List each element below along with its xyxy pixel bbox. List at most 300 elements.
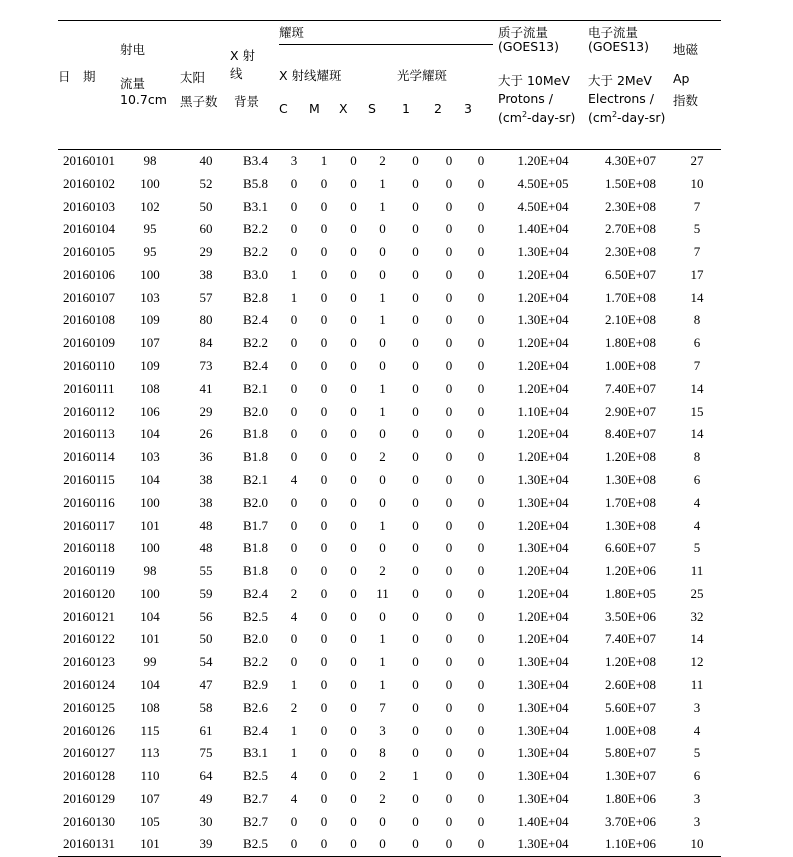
cell-optical-1: 0 (412, 426, 419, 442)
cell-flare-x: 0 (350, 403, 357, 419)
cell-ap-index: 3 (693, 699, 701, 715)
cell-optical-3: 0 (477, 153, 485, 168)
cell-flare-c: 4 (290, 471, 298, 487)
cell-electron-flux: 1.70E+08 (604, 289, 657, 305)
cell-flare-m: 0 (320, 449, 328, 465)
cell-xray-background: B2.5 (243, 768, 268, 784)
cell-xray-background: B2.0 (243, 403, 268, 419)
cell-proton-flux: 1.20E+04 (517, 426, 569, 442)
cell-xray-background: B2.8 (243, 289, 268, 305)
cell-ap-index: 14 (690, 426, 704, 442)
cell-flare-c: 4 (290, 768, 298, 784)
cell-optical-1: 0 (412, 540, 419, 556)
cell-electron-flux: 1.30E+08 (604, 517, 657, 533)
cell-optical-2: 0 (445, 654, 453, 670)
cell-flare-x: 0 (350, 790, 357, 806)
cell-optical-3: 0 (477, 335, 485, 351)
cell-proton-flux: 1.20E+04 (517, 563, 569, 579)
cell-optical-2: 0 (445, 335, 453, 351)
cell-flare-c: 4 (290, 790, 298, 806)
cell-radio-flux: 105 (140, 813, 160, 829)
table-row (58, 287, 721, 310)
cell-proton-flux: 1.20E+04 (517, 335, 569, 351)
cell-flare-s: 3 (379, 722, 386, 738)
solar-activity-table (58, 0, 721, 857)
cell-xray-background: B2.9 (243, 676, 268, 692)
cell-optical-2: 0 (445, 358, 453, 374)
cell-optical-1: 0 (412, 654, 419, 670)
cell-radio-flux: 103 (140, 449, 160, 465)
table-row (58, 651, 721, 674)
cell-proton-flux: 1.30E+04 (517, 790, 569, 806)
cell-xray-background: B2.6 (243, 699, 268, 715)
cell-electron-flux: 1.30E+08 (604, 471, 657, 487)
cell-optical-3: 0 (477, 266, 485, 282)
cell-optical-3: 0 (477, 449, 485, 465)
cell-sunspot-number: 50 (199, 198, 213, 214)
cell-optical-2: 0 (434, 833, 464, 856)
cell-electron-flux: 7.40E+07 (604, 380, 657, 396)
cell-electron-flux: 2.10E+08 (604, 312, 657, 328)
cell-ap-index: 14 (690, 289, 704, 305)
cell-sunspot-number: 58 (199, 699, 213, 715)
cell-optical-1: 0 (412, 813, 419, 829)
table-row (58, 833, 721, 856)
cell-flare-m: 0 (320, 517, 328, 533)
cell-radio-flux: 104 (140, 676, 160, 692)
cell-optical-3: 0 (477, 380, 485, 396)
cell-optical-2: 0 (445, 403, 453, 419)
cell-flare-s: 1 (379, 517, 386, 533)
cell-flare-x: 0 (350, 494, 357, 510)
cell-flare-m: 0 (320, 335, 328, 351)
cell-flare-m: 0 (320, 289, 328, 305)
cell-flare-x: 0 (350, 335, 357, 351)
cell-flare-m: 0 (320, 699, 328, 715)
cell-sunspot-number: 61 (199, 722, 213, 738)
header-flare-group: 耀斑 (279, 25, 305, 40)
cell-electron-flux: 1.80E+06 (604, 790, 657, 806)
cell-optical-3: 0 (477, 745, 485, 761)
cell-date: 20160111 (63, 380, 115, 396)
cell-flare-x: 0 (350, 175, 357, 191)
cell-flare-x: 0 (350, 358, 357, 374)
cell-optical-1: 0 (412, 244, 419, 260)
cell-flare-x: 0 (350, 722, 357, 738)
table-row (58, 583, 721, 606)
cell-optical-3: 0 (477, 722, 485, 738)
cell-optical-2: 0 (445, 722, 453, 738)
cell-ap-index: 5 (693, 221, 701, 237)
cell-flare-m: 0 (320, 563, 328, 579)
cell-flare-c: 0 (290, 175, 298, 191)
cell-ap-index: 15 (690, 403, 704, 419)
cell-sunspot-number: 38 (199, 266, 213, 282)
cell-optical-1: 0 (412, 266, 419, 282)
cell-proton-flux: 1.30E+04 (517, 244, 569, 260)
cell-sunspot-number: 40 (199, 153, 213, 168)
cell-xray-background: B1.8 (243, 540, 268, 556)
cell-flare-c: 0 (290, 449, 298, 465)
cell-flare-m: 0 (320, 266, 328, 282)
cell-radio-flux: 100 (140, 266, 160, 282)
cell-flare-c: 4 (290, 608, 298, 624)
cell-flare-s: 0 (379, 358, 386, 374)
cell-optical-1: 1 (412, 768, 419, 784)
cell-flare-m: 0 (320, 676, 328, 692)
cell-optical-2: 0 (445, 198, 453, 214)
table-row (58, 765, 721, 788)
cell-xray-background: B3.0 (243, 266, 268, 282)
cell-optical-2: 0 (445, 768, 453, 784)
cell-ap-index: 11 (690, 676, 704, 692)
cell-proton-flux: 1.10E+04 (517, 403, 569, 419)
cell-radio-flux: 110 (140, 768, 160, 784)
cell-flare-x: 0 (350, 813, 357, 829)
cell-proton-flux: 1.20E+04 (517, 380, 569, 396)
cell-proton-flux: 1.20E+04 (517, 289, 569, 305)
cell-optical-1: 0 (412, 358, 419, 374)
header-flare-2: 2 (434, 101, 442, 116)
cell-ap-index: 7 (693, 198, 701, 214)
cell-flare-c: 2 (290, 699, 298, 715)
cell-flare-x: 0 (350, 676, 357, 692)
cell-optical-2: 0 (445, 266, 453, 282)
cell-radio-flux: 100 (140, 585, 160, 601)
cell-sunspot-number: 36 (199, 449, 213, 465)
cell-flare-s: 1 (379, 289, 386, 305)
cell-flare-x: 0 (350, 540, 357, 556)
cell-ap-index: 14 (690, 631, 704, 647)
cell-sunspot-number: 41 (199, 380, 213, 396)
cell-optical-3: 0 (477, 676, 485, 692)
cell-optical-1: 0 (412, 608, 419, 624)
cell-flare-c: 1 (290, 676, 298, 692)
cell-flare-s: 2 (379, 563, 386, 579)
cell-flare-s: 8 (379, 745, 386, 761)
cell-flare-c: 0 (290, 312, 298, 328)
cell-radio-flux: 99 (143, 654, 157, 670)
cell-proton-flux: 1.20E+04 (517, 631, 569, 647)
cell-proton-flux: 1.30E+04 (517, 745, 569, 761)
cell-optical-1: 0 (412, 631, 419, 647)
cell-ap-index: 32 (690, 608, 704, 624)
cell-flare-c: 0 (290, 380, 298, 396)
cell-proton-flux: 1.40E+04 (517, 813, 569, 829)
cell-flare-c: 0 (290, 198, 298, 214)
cell-radio-flux: 100 (140, 175, 160, 191)
cell-flare-s: 0 (379, 494, 386, 510)
cell-flare-x: 0 (350, 426, 357, 442)
cell-ap-index: 4 (693, 494, 701, 510)
table-row (58, 811, 721, 834)
cell-flare-s: 0 (379, 540, 386, 556)
cell-proton-flux: 1.30E+04 (517, 494, 569, 510)
header-proton-line5: $(cm^2-day-sr)$ (498, 110, 576, 126)
cell-proton-flux: 1.30E+04 (517, 312, 569, 328)
cell-optical-1: 0 (412, 563, 419, 579)
cell-date: 20160115 (63, 471, 115, 487)
table-row (58, 537, 721, 560)
cell-proton-flux: 4.50E+05 (517, 175, 569, 191)
cell-date: 20160124 (63, 676, 115, 692)
header-flux-line1: 射电 (120, 42, 146, 57)
cell-optical-1: 0 (412, 153, 419, 168)
cell-optical-1: 0 (412, 494, 419, 510)
cell-sunspot-number: 29 (199, 244, 213, 260)
cell-ap-index: 7 (693, 358, 701, 374)
cell-ap-index: 6 (693, 471, 701, 487)
cell-xray-background: B2.2 (243, 244, 268, 260)
cell-radio-flux: 107 (140, 790, 160, 806)
cell-date: 20160116 (63, 494, 115, 510)
cell-xray-background: B1.8 (243, 426, 268, 442)
cell-flare-m: 0 (320, 380, 328, 396)
cell-date: 20160127 (63, 745, 115, 761)
cell-date: 20160121 (63, 608, 115, 624)
header-xray-line1: X 射 (230, 48, 256, 63)
cell-ap-index: 6 (693, 335, 701, 351)
header-xray-line2: 线 (230, 66, 243, 81)
cell-sunspot-number: 75 (199, 745, 213, 761)
header-flare-m: M (309, 101, 320, 116)
table-row (58, 309, 721, 332)
flare-group-rule (279, 44, 493, 45)
cell-proton-flux: 1.30E+04 (517, 654, 569, 670)
cell-optical-3: 0 (477, 585, 485, 601)
cell-flare-x: 0 (350, 312, 357, 328)
cell-proton-flux: 4.50E+04 (517, 198, 569, 214)
cell-optical-1: 0 (412, 289, 419, 305)
cell-optical-3: 0 (477, 608, 485, 624)
cell-optical-3: 0 (477, 768, 485, 784)
cell-date: 20160108 (63, 312, 115, 328)
cell-flare-x: 0 (350, 654, 357, 670)
cell-electron-flux: 1.00E+08 (604, 722, 657, 738)
cell-flare-s: 1 (379, 403, 386, 419)
cell-flare-x: 0 (350, 517, 357, 533)
table-row (58, 401, 721, 424)
header-proton-line3: 大于 10MeV (498, 73, 570, 88)
cell-flare-c: 1 (290, 266, 298, 282)
cell-ap-index: 5 (693, 540, 701, 556)
cell-flare-m: 0 (320, 312, 328, 328)
cell-proton-flux: 1.30E+04 (517, 471, 569, 487)
cell-flare-c: 0 (290, 540, 298, 556)
cell-flare-c: 0 (290, 813, 298, 829)
cell-radio-flux: 98 (143, 563, 157, 579)
cell-flare-x: 0 (350, 449, 357, 465)
cell-optical-2: 0 (445, 699, 453, 715)
cell-proton-flux: 1.20E+04 (517, 266, 569, 282)
cell-sunspot-number: 59 (199, 585, 213, 601)
header-electron-line2: (GOES13) (588, 39, 650, 54)
cell-optical-3: 0 (477, 790, 485, 806)
cell-optical-3: 0 (477, 198, 485, 214)
cell-date: 20160112 (63, 403, 115, 419)
cell-xray-background: B1.7 (243, 517, 268, 533)
table-row (58, 606, 721, 629)
cell-flare-x: 0 (350, 471, 357, 487)
cell-electron-flux: 2.70E+08 (604, 221, 657, 237)
cell-optical-2: 0 (445, 540, 453, 556)
cell-electron-flux: 7.40E+07 (604, 631, 657, 647)
cell-proton-flux: 1.40E+04 (517, 221, 569, 237)
cell-electron-flux: 1.50E+08 (604, 175, 657, 191)
cell-flare-m: 0 (320, 654, 328, 670)
cell-electron-flux: 2.90E+07 (604, 403, 657, 419)
cell-xray-background: B2.4 (243, 585, 268, 601)
header-electron-line3: 大于 2MeV (588, 73, 652, 88)
cell-flare-m: 0 (320, 722, 328, 738)
header-optical-flare: 光学耀斑 (397, 68, 448, 83)
cell-optical-3: 0 (477, 517, 485, 533)
cell-flare-c: 0 (290, 221, 298, 237)
cell-date: 20160126 (63, 722, 115, 738)
cell-xray-background: B3.1 (243, 198, 268, 214)
cell-sunspot-number: 84 (199, 335, 213, 351)
cell-optical-2: 0 (445, 175, 453, 191)
header-electron-line1: 电子流量 (588, 25, 639, 40)
cell-ap-index: 6 (693, 768, 701, 784)
table-row (58, 355, 721, 378)
cell-sunspot-number: 38 (199, 471, 213, 487)
cell-xray-background: B2.4 (243, 312, 268, 328)
cell-flare-c: 0 (290, 517, 298, 533)
cell-electron-flux: 5.80E+07 (604, 745, 657, 761)
cell-electron-flux: 4.30E+07 (604, 153, 657, 168)
cell-flare-x: 0 (350, 745, 357, 761)
cell-electron-flux: 8.40E+07 (604, 426, 657, 442)
cell-radio-flux: 95 (143, 244, 157, 260)
cell-date: 20160131 (58, 833, 120, 856)
cell-flare-s: 0 (379, 221, 386, 237)
cell-flare-s: 1 (379, 175, 386, 191)
cell-xray-background: B2.7 (243, 790, 268, 806)
cell-electron-flux: 1.10E+06 (588, 833, 673, 856)
cell-xray-background: B2.4 (243, 722, 268, 738)
cell-optical-1: 0 (412, 312, 419, 328)
cell-date: 20160125 (63, 699, 115, 715)
cell-sunspot-number: 54 (199, 654, 213, 670)
cell-flare-s: 7 (379, 699, 386, 715)
cell-optical-1: 0 (412, 449, 419, 465)
cell-optical-2: 0 (445, 380, 453, 396)
table-row (58, 674, 721, 697)
cell-sunspot-number: 30 (199, 813, 213, 829)
cell-sunspot-number: 47 (199, 676, 213, 692)
cell-flare-s: 0 (379, 608, 386, 624)
cell-xray-background: B5.8 (243, 175, 268, 191)
cell-date: 20160107 (63, 289, 115, 305)
cell-radio-flux: 115 (140, 722, 160, 738)
cell-flare-m: 0 (309, 833, 339, 856)
cell-flare-c: 1 (290, 722, 298, 738)
cell-electron-flux: 6.60E+07 (604, 540, 657, 556)
cell-flare-m: 0 (320, 244, 328, 260)
header-electron-line5: $(cm^2-day-sr)$ (588, 110, 666, 126)
cell-flare-c: 0 (290, 631, 298, 647)
cell-radio-flux: 107 (140, 335, 160, 351)
cell-optical-1: 0 (412, 699, 419, 715)
cell-radio-flux: 113 (140, 745, 160, 761)
cell-xray-background: B2.7 (243, 813, 268, 829)
cell-sunspot-number: 48 (199, 517, 213, 533)
cell-sunspot-number: 55 (199, 563, 213, 579)
cell-optical-2: 0 (445, 745, 453, 761)
cell-radio-flux: 104 (140, 426, 160, 442)
cell-flare-m: 1 (320, 153, 328, 168)
cell-flare-m: 0 (320, 585, 328, 601)
cell-flare-x: 0 (350, 198, 357, 214)
cell-optical-3: 0 (477, 221, 485, 237)
cell-flare-c: 0 (290, 654, 298, 670)
cell-ap-index: 11 (690, 563, 704, 579)
cell-optical-2: 0 (445, 585, 453, 601)
cell-optical-1: 0 (412, 585, 419, 601)
cell-optical-1: 0 (412, 198, 419, 214)
cell-ap-index: 3 (693, 790, 701, 806)
cell-optical-2: 0 (445, 631, 453, 647)
cell-radio-flux: 104 (140, 608, 160, 624)
cell-electron-flux: 1.20E+06 (604, 563, 657, 579)
cell-ap-index: 25 (690, 585, 704, 601)
cell-optical-2: 0 (445, 494, 453, 510)
cell-optical-3: 0 (477, 654, 485, 670)
table-row (58, 332, 721, 355)
cell-flare-m: 0 (320, 540, 328, 556)
cell-ap-index: 10 (690, 175, 704, 191)
cell-proton-flux: 1.20E+04 (517, 153, 569, 168)
cell-proton-flux: 1.30E+04 (498, 833, 588, 856)
table-row (58, 560, 721, 583)
cell-optical-3: 0 (477, 813, 485, 829)
cell-optical-3: 0 (477, 631, 485, 647)
cell-flare-s: 2 (379, 768, 386, 784)
cell-electron-flux: 6.50E+07 (604, 266, 657, 282)
cell-xray-background: B1.8 (243, 449, 268, 465)
cell-ap-index: 4 (693, 517, 701, 533)
cell-flare-c: 0 (290, 426, 298, 442)
cell-flare-x: 0 (350, 153, 357, 168)
cell-optical-3: 0 (477, 494, 485, 510)
header-flare-1: 1 (402, 101, 410, 116)
cell-flare-m: 0 (320, 813, 328, 829)
cell-flare-s: 0 (368, 833, 397, 856)
cell-xray-background: B1.8 (243, 563, 268, 579)
cell-optical-2: 0 (445, 471, 453, 487)
cell-sunspot-number: 52 (199, 175, 213, 191)
cell-date: 20160123 (63, 654, 115, 670)
table-row (58, 241, 721, 264)
cell-radio-flux: 95 (143, 221, 157, 237)
cell-optical-1: 0 (412, 175, 419, 191)
cell-date: 20160113 (63, 426, 115, 442)
cell-optical-2: 0 (445, 449, 453, 465)
cell-flare-c: 0 (290, 335, 298, 351)
table-row (58, 173, 721, 196)
cell-optical-3: 0 (477, 426, 485, 442)
cell-date: 20160101 (63, 153, 115, 168)
cell-date: 20160105 (63, 244, 115, 260)
cell-optical-3: 0 (477, 244, 485, 260)
header-sunspot-line2: 黑子数 (180, 94, 218, 109)
cell-optical-2: 0 (445, 221, 453, 237)
cell-flare-m: 0 (320, 175, 328, 191)
cell-flare-s: 2 (379, 449, 386, 465)
cell-flare-s: 1 (379, 380, 386, 396)
cell-flare-s: 2 (379, 153, 386, 168)
